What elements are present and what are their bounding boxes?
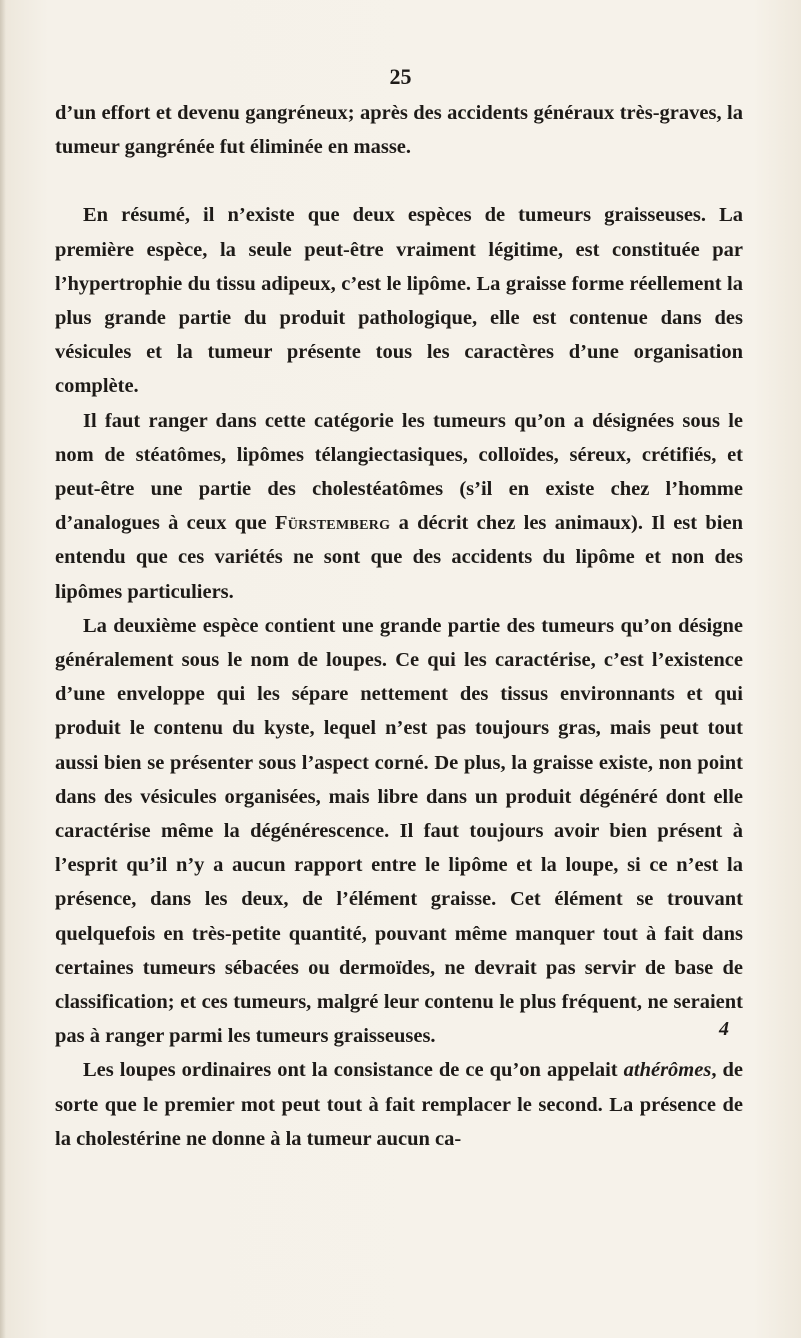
paragraph-loupes	[55, 1053, 743, 1156]
paragraph-categories-text-1: Il faut ranger dans cette catégorie les tumeurs qu’on a désignées sous le nom de stéatômes, lipômes télangiectasiques, colloïdes, séreux, crétifiés, et peut-être une partie des cholestéatômes (s’il en existe chez l’homme d’analogues à ceux que	[55, 409, 743, 535]
page-number: 25	[389, 64, 412, 89]
author-name: Fürstemberg	[274, 512, 391, 535]
paragraph-summary: En résumé, il n’existe que deux espèces de tumeurs graisseuses. La première espèce, la seule peut-être vraiment légitime, est constituée par l’hypertrophie du tissu adipeux, c’est le lipôme. La graisse forme réellement la plus grande partie du produit pathologique, elle est contenue dans des vésicules et la tumeur présente tous les caractères d’une organisation complète.	[55, 204, 743, 398]
page-edge-shadow	[0, 0, 6, 1338]
paragraph-categories-text-2: a décrit chez les animaux). Il est bien entendu que ces variétés ne sont que des accidents du lipôme et non des lipômes particuliers.	[55, 512, 743, 603]
paragraph-loupes-text-1: Les loupes ordinaires ont la consistance de ce qu’on appelait	[83, 1059, 624, 1082]
body-text	[55, 96, 743, 1156]
italic-term: athérômes	[623, 1059, 712, 1082]
paragraph-categories	[55, 404, 743, 609]
signature-mark: 4	[719, 1018, 729, 1040]
paragraph-continuation: d’un effort et devenu gangréneux; après des accidents généraux très-graves, la tumeur gangrénée fut éliminée en masse.	[55, 102, 743, 159]
paragraph-second-species: La deuxième espèce contient une grande partie des tumeurs qu’on désigne généralement sous le nom de loupes. Ce qui les caractérise, c’est l’existence d’une enveloppe qui les sépare nettement des tissus environnants et qui produit le contenu du kyste, lequel n’est pas toujours gras, mais peut tout aussi bien se présenter sous l’aspect corné. De plus, la graisse existe, non point dans des vésicules organisées, mais libre dans un produit dégénéré dont elle caractérise même la dégénérescence. Il faut toujours avoir bien présent à l’esprit qu’il n’y a aucun rapport entre le lipôme et la loupe, si ce n’est la présence, dans les deux, de l’élément graisse. Cet élément se trouvant quelquefois en très-petite quantité, pouvant même manquer tout à fait dans certaines tumeurs sébacées ou dermoïdes, ne devrait pas servir de base de classification; et ces tumeurs, malgré leur contenu le plus fréquent, ne seraient pas à ranger parmi les tumeurs graisseuses.	[55, 614, 743, 1048]
paragraph-loupes-text-2: , de sorte que le premier mot peut tout à fait remplacer le second. La présence de la cholestérine ne donne à la tumeur aucun ca-	[55, 1059, 743, 1150]
